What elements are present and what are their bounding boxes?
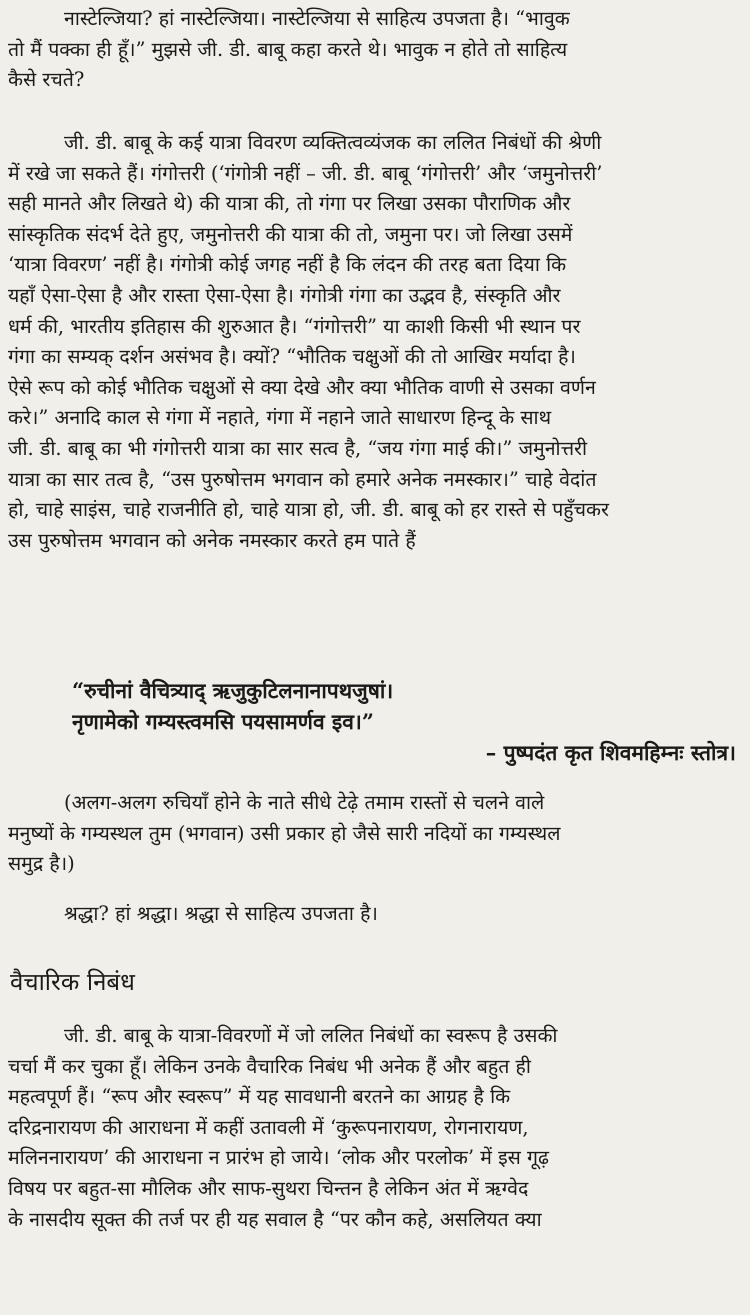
text-line: करे।” अनादि काल से गंगा में नहाते, गंगा में नहाने जाते साधारण हिन्दू के साथ <box>8 406 552 430</box>
text-line: हो, चाहे साइंस, चाहे राजनीति हो, चाहे यात्रा हो, जी. डी. बाबू को हर रास्ते से पहुँचकर <box>8 498 609 522</box>
section-heading: वैचारिक निबंध <box>10 968 135 996</box>
text-line: में रखे जा सकते हैं। गंगोत्तरी (‘गंगोत्री नहीं – जी. डी. बाबू ‘गंगोत्तरी’ और ‘जमुनोत्तरी’ <box>8 161 603 185</box>
text-line: महत्वपूर्ण हैं। “रूप और स्वरूप” में यह सावधानी बरतने का आग्रह है कि <box>8 1085 511 1109</box>
sanskrit-verse <box>72 676 742 768</box>
text-line: जी. डी. बाबू के कई यात्रा विवरण व्यक्तित्वव्यंजक का ललित निबंधों की श्रेणी <box>64 131 602 154</box>
text-line: जी. डी. बाबू के यात्रा-विवरणों में जो ललित निबंधों का स्वरूप है उसकी <box>64 1024 558 1047</box>
text-line: श्रद्धा? हां श्रद्धा। श्रद्धा से साहित्य उपजता है। <box>64 902 378 925</box>
text-line: विषय पर बहुत-सा मौलिक और साफ-सुथरा चिन्तन है लेकिन अंत में ऋग्वेद <box>8 1176 529 1200</box>
text-line: नास्टेल्जिया? हां नास्टेल्जिया। नास्टेल्जिया से साहित्य उपजता है। “भावुक <box>64 7 570 30</box>
paragraph-travelogues <box>8 128 742 556</box>
text-line: तो मैं पक्का ही हूँ।” मुझसे जी. डी. बाबू कहा करते थे। भावुक न होते तो साहित्य <box>8 37 568 61</box>
text-line: के नासदीय सूक्त की तर्ज पर ही यह सवाल है “पर कौन कहे, असलियत क्या <box>8 1207 542 1231</box>
verse-translation <box>8 788 742 880</box>
text-line: यहाँ ऐसा-ऐसा है और रास्ता ऐसा-ऐसा है। गंगोत्री गंगा का उद्भव है, संस्कृति और <box>8 283 561 307</box>
text-line: गंगा का सम्यक् दर्शन असंभव है। क्यों? “भौतिक चक्षुओं की तो आखिर मर्यादा है। <box>8 345 576 369</box>
text-line: उस पुरुषोत्तम भगवान को अनेक नमस्कार करते हम पाते हैं <box>8 528 416 552</box>
text-line: ऐसे रूप को कोई भौतिक चक्षुओं से क्या देखे और क्या भौतिक वाणी से उसका वर्णन <box>8 375 596 399</box>
text-line: समुद्र है।) <box>8 852 75 876</box>
text-line: ‘यात्रा विवरण’ नहीं है। गंगोत्री कोई जगह नहीं है कि लंदन की तरह बता दिया कि <box>8 253 567 277</box>
text-line: कैसे रचते? <box>8 68 85 92</box>
text-line: मलिननारायण’ की आराधना न प्रारंभ हो जाये। ‘लोक और परलोक’ में इस गूढ़ <box>8 1146 550 1170</box>
text-line: मनुष्यों के गम्यस्थल तुम (भगवान) उसी प्रकार हो जैसे सारी नदियों का गम्यस्थल <box>8 821 561 845</box>
text-line: यात्रा का सार तत्व है, “उस पुरुषोत्तम भगवान को हमारे अनेक नमस्कार।” चाहे वेदांत <box>8 467 597 491</box>
paragraph-ideological-essays <box>8 1021 742 1235</box>
text-line: सही मानते और लिखते थे) की यात्रा की, तो गंगा पर लिखा उसका पौराणिक और <box>8 192 571 216</box>
verse-line: “रुचीनां वैचित्र्याद् ऋजुकुटिलनानापथजुषां। <box>72 678 394 703</box>
text-line: सांस्कृतिक संदर्भ देते हुए, जमुनोत्तरी की यात्रा की तो, जमुना पर। जो लिखा उसमें <box>8 222 573 246</box>
verse-attribution: – पुष्पदंत कृत शिवमहिम्नः स्तोत्र। <box>485 739 736 765</box>
text-line: दरिद्रनारायण की आराधना में कहीं उतावली में ‘कुरूपनारायण, रोगनारायण, <box>8 1115 529 1139</box>
paragraph-nostalgia <box>8 4 742 96</box>
text-line: चर्चा मैं कर चुका हूँ। लेकिन उनके वैचारिक निबंध भी अनेक हैं और बहुत ही <box>8 1054 531 1078</box>
paragraph-shraddha <box>8 899 742 930</box>
text-line: जी. डी. बाबू का भी गंगोत्तरी यात्रा का सार सत्व है, “जय गंगा माई की।” जमुनोत्तरी <box>8 436 588 460</box>
verse-line: नृणामेको गम्यस्त्वमसि पयसामर्णव इव।” <box>72 708 374 734</box>
text-line: (अलग-अलग रुचियाँ होने के नाते सीधे टेढ़े तमाम रास्तों से चलने वाले <box>64 791 545 814</box>
text-line: धर्म की, भारतीय इतिहास की शुरुआत है। “गंगोत्तरी” या काशी किसी भी स्थान पर <box>8 314 581 338</box>
